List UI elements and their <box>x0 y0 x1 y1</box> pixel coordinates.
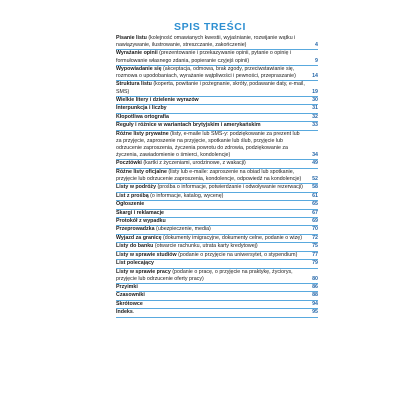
toc-page-number: 95 <box>312 309 318 316</box>
toc-entry <box>116 97 318 105</box>
toc-entry-description: (koperta, powitanie i pożegnanie, skróty, podawanie daty, e-mail, SMS) <box>116 81 305 95</box>
toc-page-number: 65 <box>312 201 318 208</box>
toc-entry <box>116 66 318 81</box>
toc-entry-text <box>116 284 318 291</box>
toc-entry <box>116 184 318 192</box>
toc-entry-title: Protokół z wypadku <box>116 217 166 224</box>
toc-entry-text <box>116 169 318 183</box>
toc-entry-text <box>116 50 318 64</box>
toc-page-number: 32 <box>312 113 318 120</box>
toc-entry-title: Skrótowce <box>116 300 143 307</box>
toc-entry <box>116 35 318 50</box>
toc-page-number: 77 <box>312 251 318 258</box>
toc-entry-description: (ubezpieczenie, media) <box>154 226 211 233</box>
toc-entry <box>116 201 318 209</box>
toc-entry-description: (prezentowanie i przekazywanie opinii, pytanie o opinię i formułowanie własnego zdania, popieranie czyjejś opinii) <box>116 50 292 64</box>
toc-entry-title: Wyrażanie opinii <box>116 50 158 57</box>
toc-entry-title: Skargi i reklamacje <box>116 209 164 216</box>
toc-page-number: 52 <box>312 175 318 182</box>
toc-entry-text <box>116 243 318 250</box>
toc-entry-title: Przyimki <box>116 284 138 291</box>
toc-entry-title: Różne listy oficjalne <box>116 168 167 175</box>
toc-entry-text <box>116 114 318 121</box>
toc-entry <box>116 210 318 218</box>
toc-entry-title: Pocztówki <box>116 160 142 167</box>
toc-entry-description: (o informacje, katalog, wycenę) <box>148 192 224 199</box>
toc-page-number: 30 <box>312 96 318 103</box>
toc-page-number: 9 <box>315 57 318 64</box>
toc-entry <box>116 50 318 65</box>
toc-entry-text <box>116 269 318 283</box>
toc-page-number: 34 <box>312 151 318 158</box>
toc-entry-text <box>116 309 318 316</box>
toc-entry-text <box>116 35 318 49</box>
toc-entry <box>116 260 318 268</box>
toc-entry-text <box>116 184 318 191</box>
toc-entry <box>116 284 318 292</box>
toc-entry-title: Struktura listu <box>116 81 152 88</box>
toc-entry-title: Czasowniki <box>116 292 145 299</box>
toc-entry-description: (dokumenty imigracyjne, dokumenty celne, podanie o wizę) <box>161 234 302 241</box>
toc-page-number: 72 <box>312 234 318 241</box>
toc-entry-description: (otwarcie rachunku, utrata karty kredytowej) <box>153 243 258 250</box>
toc-entry-title: Różne listy prywatne <box>116 130 169 137</box>
toc-entry-text <box>116 218 318 225</box>
toc-entry <box>116 309 318 317</box>
toc-entry-title: Listy w podróży <box>116 184 157 191</box>
toc-page-number: 79 <box>312 260 318 267</box>
toc-page-number: 58 <box>312 184 318 191</box>
page-title: SPIS TREŚCI <box>174 21 246 33</box>
toc-entry-description: . <box>132 309 135 316</box>
toc-entry-text <box>116 97 318 104</box>
toc-entry <box>116 218 318 226</box>
toc-page-number: 75 <box>312 243 318 250</box>
toc-page-number: 86 <box>312 284 318 291</box>
toc-entry-description: (kartki z życzeniami, urodzinowe, z wakacji) <box>141 160 246 167</box>
toc-entry-title: List z prośbą <box>116 192 149 199</box>
toc-entry-description: (listy lub e-maile: zaproszenie na obiad lub spotkanie, przyjęcie lub odrzucenie zaproszenia, kondolencje, odpowiedź na kondolencje) <box>116 168 302 182</box>
toc-entry <box>116 243 318 251</box>
toc-page-number: 94 <box>312 300 318 307</box>
toc-entry <box>116 252 318 260</box>
toc-entry-title: Indeks <box>116 309 133 316</box>
toc-entry <box>116 131 318 161</box>
toc-entry-title: Kłopotliwa ortografia <box>116 113 169 120</box>
toc-entry-text <box>116 260 318 267</box>
toc-page-number: 70 <box>312 226 318 233</box>
toc-entry-title: Listy do banku <box>116 243 154 250</box>
toc-entry-text <box>116 193 318 200</box>
toc-entry-title: List polecający <box>116 260 154 267</box>
table-of-contents <box>116 35 318 318</box>
toc-entry <box>116 169 318 184</box>
toc-page-number: 31 <box>312 105 318 112</box>
toc-entry <box>116 160 318 168</box>
toc-entry-title: Interpunkcja i liczby <box>116 105 167 112</box>
toc-entry <box>116 292 318 300</box>
toc-entry-text <box>116 201 318 208</box>
toc-entry-description: (kolejność omawianych kwestii, wyjaśnianie, rozwijanie wątku i nawiązywanie, ilustrowanie, streszczanie, zakończenie) <box>116 35 296 49</box>
toc-entry-title: Wyjazd za granicę <box>116 234 162 241</box>
toc-page-number: 19 <box>312 88 318 95</box>
toc-page-number: 80 <box>312 275 318 282</box>
toc-entry-text <box>116 160 318 167</box>
toc-entry-description: (podanie o pracę, o przyjęcie na praktykę, życiorys, przyjęcie lub odrzucenie oferty pracy) <box>116 268 293 282</box>
toc-page-number: 61 <box>312 192 318 199</box>
toc-entry-text <box>116 226 318 233</box>
toc-page-number: 88 <box>312 292 318 299</box>
toc-page-number: 69 <box>312 217 318 224</box>
toc-entry-text <box>116 235 318 242</box>
toc-entry <box>116 226 318 234</box>
toc-entry-text <box>116 252 318 259</box>
toc-entry-description: (listy, e-maile lub SMS-y: podziękowanie za prezent lub za przyjęcie, zaproszenie na przyjęcie, spotkanie lub ślub, przyjęcie lub odrzucenie zaproszenia, życzenia powrotu do zdrowia, podziękowanie za życzenia, zawiadomienie o śmierci, kondolencje) <box>116 130 300 158</box>
toc-entry-title: Pisanie listu <box>116 35 147 41</box>
toc-page-number: 33 <box>312 122 318 129</box>
toc-entry-title: Wielkie litery i dzielenie wyrazów <box>116 96 199 103</box>
toc-entry-title: Wypowiadanie się <box>116 65 162 72</box>
toc-entry-text <box>116 292 318 299</box>
toc-entry-title: Reguły i różnice w wariantach brytyjskim i amerykańskim <box>116 122 261 129</box>
toc-entry-title: Ogłoszenie <box>116 201 145 208</box>
toc-entry <box>116 269 318 284</box>
toc-entry-description: (podanie o przyjęcie na uniwersytet, o stypendium) <box>176 251 298 258</box>
toc-entry <box>116 81 318 96</box>
toc-entry-text <box>116 210 318 217</box>
toc-entry-text <box>116 81 318 95</box>
toc-entry <box>116 193 318 201</box>
toc-entry-text <box>116 66 318 80</box>
toc-entry-title: Przeprowadzka <box>116 226 155 233</box>
toc-entry-title: Listy w sprawie pracy <box>116 268 171 275</box>
toc-entry-title: Listy w sprawie studiów <box>116 251 177 258</box>
toc-entry-text <box>116 105 318 112</box>
toc-entry-description: (akceptacja, odmowa, brak zgody, przeciwstawianie się, rozmowa o upodobaniach, wyrażanie wątpliwości i pewności, przepraszanie) <box>116 65 296 80</box>
toc-entry <box>116 301 318 309</box>
toc-entry <box>116 105 318 113</box>
toc-entry <box>116 235 318 243</box>
toc-page-number: 14 <box>312 73 318 80</box>
toc-entry-text <box>116 122 318 129</box>
toc-page-number: 4 <box>315 42 318 49</box>
toc-entry <box>116 122 318 130</box>
toc-entry-description: (prośba o informacje, potwierdzanie i odwoływanie rezerwacji) <box>156 184 303 191</box>
toc-page-number: 49 <box>312 160 318 167</box>
toc-entry-text <box>116 131 318 159</box>
toc-entry <box>116 114 318 122</box>
toc-entry-text <box>116 301 318 308</box>
toc-page-number: 67 <box>312 209 318 216</box>
